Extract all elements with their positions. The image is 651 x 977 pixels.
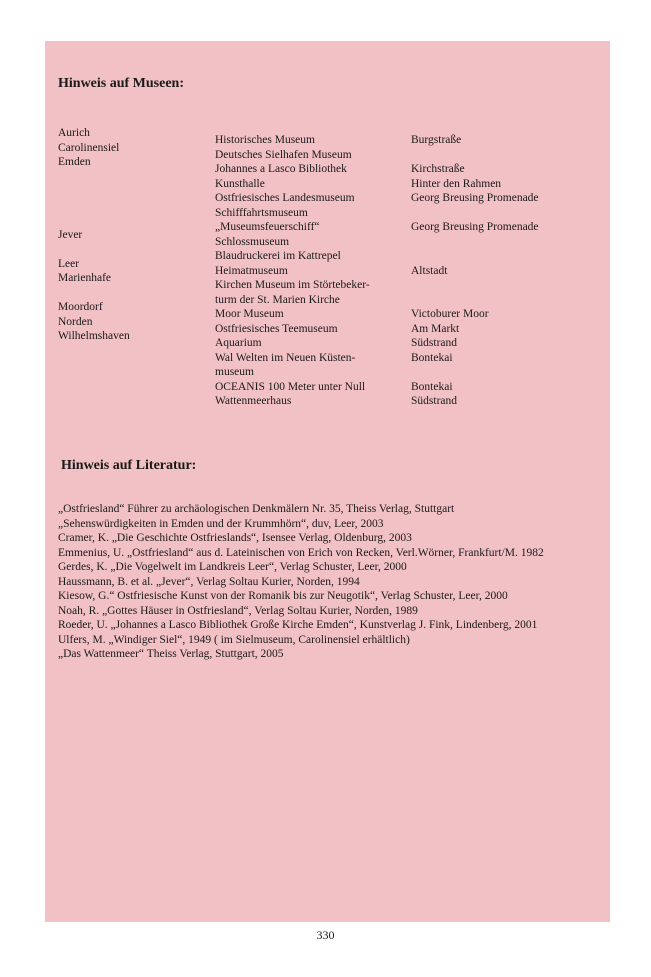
town-item: Wilhelmshaven <box>58 330 130 342</box>
museum-name: Schifffahrtsmuseum <box>215 206 308 219</box>
museum-address: Hinter den Rahmen <box>411 177 502 190</box>
museum-name: OCEANIS 100 Meter unter Null <box>215 380 366 393</box>
museum-name: Aquarium <box>215 337 262 349</box>
museum-name: Blaudruckerei im Kattrepel <box>215 250 341 262</box>
town-item: Leer <box>58 257 80 270</box>
literature-entry: Cramer, K. „Die Geschichte Ostfrieslands“, Isensee Verlag, Oldenburg, 2003 <box>58 532 412 544</box>
museum-address: Kirchstraße <box>411 163 465 175</box>
museum-address: Bontekai <box>411 351 453 364</box>
museum-address: Südstrand <box>411 395 457 407</box>
literature-heading: Hinweis auf Literatur: <box>61 458 197 473</box>
museum-address <box>411 206 539 221</box>
literature-entry: „Ostfriesland“ Führer zu archäologischen Denkmälern Nr. 35, Theiss Verlag, Stuttgart <box>58 503 455 515</box>
town-item: Norden <box>58 315 93 328</box>
museum-name: Historisches Museum <box>215 134 315 146</box>
town-item: Aurich <box>58 127 90 139</box>
literature-entry: Roeder, U. „Johannes a Lasco Bibliothek Große Kirche Emden“, Kunstverlag J. Fink, Lindenberg, 2001 <box>58 619 538 631</box>
literature-entry: Ulfers, M. „Windiger Siel“, 1949 ( im Sielmuseum, Carolinensiel erhältlich) <box>58 633 410 646</box>
museum-name: Heimatmuseum <box>215 264 288 277</box>
museum-address <box>411 278 539 293</box>
museum-towns-column <box>58 126 130 344</box>
literature-entry: „Das Wattenmeer“ Theiss Verlag, Stuttgart, 2005 <box>58 648 284 660</box>
museum-name: Wattenmeerhaus <box>215 395 292 407</box>
town-item: Marienhafe <box>58 272 111 284</box>
town-item <box>58 184 130 199</box>
museum-address <box>411 249 539 264</box>
museum-name: turm der St. Marien Kirche <box>215 293 340 306</box>
page-number: 330 <box>316 928 335 942</box>
museum-address: Georg Breusing Promenade <box>411 221 539 233</box>
museum-name: Kunsthalle <box>215 177 265 190</box>
museum-address: Bontekai <box>411 380 453 393</box>
museum-name: Schlossmuseum <box>215 235 290 248</box>
museum-addresses-column <box>411 133 539 409</box>
town-item <box>58 286 130 301</box>
museum-name: Ostfriesisches Landesmuseum <box>215 192 355 204</box>
museum-address: Burgstraße <box>411 134 462 146</box>
museum-address: Südstrand <box>411 337 457 349</box>
town-item <box>58 170 130 185</box>
museum-name: Deutsches Sielhafen Museum <box>215 148 352 161</box>
museum-address <box>411 235 539 250</box>
literature-list <box>58 502 544 662</box>
museum-name: Johannes a Lasco Bibliothek <box>215 163 347 175</box>
literature-entry: Gerdes, K. „Die Vogelwelt im Landkreis Leer“, Verlag Schuster, Leer, 2000 <box>58 561 407 573</box>
museum-address <box>411 365 539 380</box>
town-item: Emden <box>58 156 91 168</box>
museum-address: Victoburer Moor <box>411 308 489 320</box>
museum-address <box>411 148 539 163</box>
town-item: Jever <box>58 228 83 241</box>
museum-address: Georg Breusing Promenade <box>411 192 539 204</box>
museums-heading: Hinweis auf Museen: <box>58 76 184 91</box>
museum-address: Am Markt <box>411 322 460 335</box>
town-item <box>58 199 130 214</box>
museum-name: Kirchen Museum im Störtebeker- <box>215 279 370 291</box>
town-item <box>58 242 130 257</box>
museum-address: Altstadt <box>411 264 448 277</box>
literature-entry: Noah, R. „Gottes Häuser in Ostfriesland“, Verlag Soltau Kurier, Norden, 1989 <box>58 604 418 617</box>
museum-name: „Museumsfeuerschiff“ <box>215 221 320 233</box>
literature-entry: Emmenius, U. „Ostfriesland“ aus d. Lateinischen von Erich von Recken, Verl.Wörner, Frankfurt/M. 1982 <box>58 546 544 559</box>
museum-name: Moor Museum <box>215 308 284 320</box>
museum-address <box>411 293 539 308</box>
museum-name: museum <box>215 366 254 378</box>
museum-name: Ostfriesisches Teemuseum <box>215 322 338 335</box>
museum-name: Wal Welten im Neuen Küsten- <box>215 351 356 364</box>
literature-entry: Haussmann, B. et al. „Jever“, Verlag Soltau Kurier, Norden, 1994 <box>58 575 360 588</box>
town-item: Moordorf <box>58 301 103 313</box>
literature-entry: „Sehenswürdigkeiten in Emden und der Krummhörn“, duv, Leer, 2003 <box>58 517 384 530</box>
museum-names-column <box>215 133 370 409</box>
town-item: Carolinensiel <box>58 141 120 154</box>
literature-entry: Kiesow, G.“ Ostfriesische Kunst von der Romanik bis zur Neugotik“, Verlag Schuster, Leer, 2000 <box>58 590 508 602</box>
town-item <box>58 213 130 228</box>
